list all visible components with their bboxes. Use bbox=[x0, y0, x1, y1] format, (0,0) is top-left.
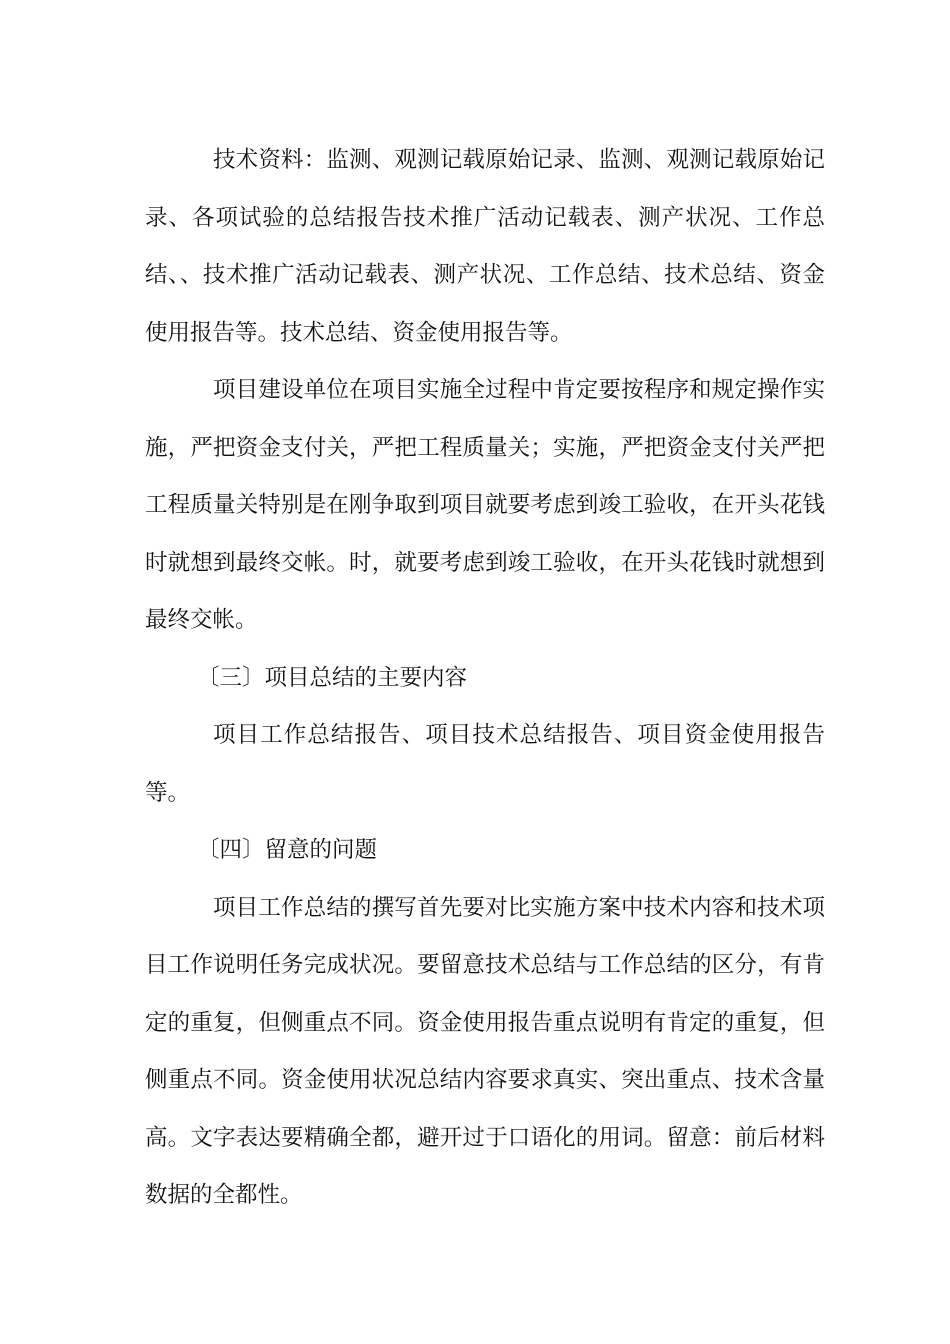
section-heading-issues: 〔四〕留意的问题 bbox=[197, 837, 378, 863]
paragraph-main-content: 项目工作总结报告、项目技术总结报告、项目资金使用报告等。 bbox=[145, 722, 825, 806]
paragraph-issues: 项目工作总结的撰写首先要对比实施方案中技术内容和技术项目工作说明任务完成状况。要留意技术总结与工作总结的区分，有肯定的重复，但侧重点不同。资金使用报告重点说明有肯定的重复，但侧重点不同。资金使用状况总结内容要求真实、突出重点、技术含量高。文字表达要精确全都，避开过于口语化的用词。留意：前后材料数据的全都性。 bbox=[145, 894, 825, 1208]
section-heading-main-content: 〔三〕项目总结的主要内容 bbox=[197, 664, 468, 691]
paragraph-technical-materials: 技术资料：监测、观测记载原始记录、监测、观测记载原始记录、各项试验的总结报告技术推广活动记载表、测产状况、工作总结、、技术推广活动记载表、测产状况、工作总结、技术总结、资金使用报告等。技术总结、资金使用报告等。 bbox=[145, 147, 825, 346]
body-text bbox=[145, 132, 825, 1225]
paragraph-construction-unit: 项目建设单位在项目实施全过程中肯定要按程序和规定操作实施，严把资金支付关，严把工程质量关；实施，严把资金支付关严把工程质量关特别是在刚争取到项目就要考虑到竣工验收，在开头花钱时就想到最终交帐。时，就要考虑到竣工验收，在开头花钱时就想到最终交帐。 bbox=[145, 377, 825, 633]
